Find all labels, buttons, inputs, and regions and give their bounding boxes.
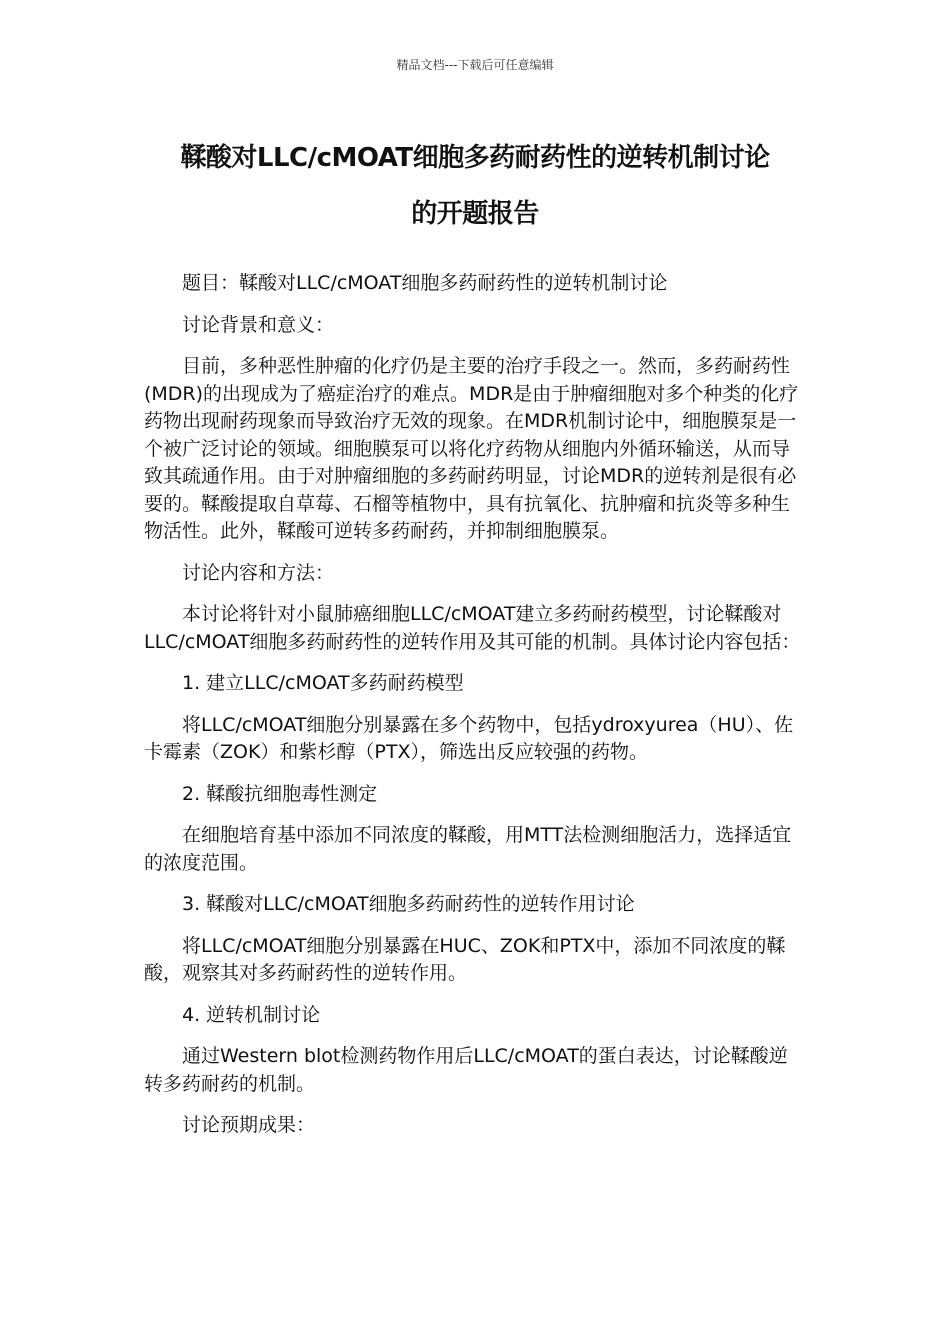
title-line-1: 鞣酸对LLC/cMOAT细胞多药耐药性的逆转机制讨论 — [180, 143, 770, 173]
list-item-3: 3. 鞣酸对LLC/cMOAT细胞多药耐药性的逆转作用讨论 — [182, 893, 635, 915]
section-heading-expected-results: 讨论预期成果： — [182, 1114, 316, 1136]
list-item-1: 1. 建立LLC/cMOAT多药耐药模型 — [182, 672, 464, 694]
list-item-4-detail: 通过Western blot检测药物作用后LLC/cMOAT的蛋白表达，讨论鞣酸逆转多药耐药的机制。 — [144, 1045, 788, 1095]
content-intro-paragraph: 本讨论将针对小鼠肺癌细胞LLC/cMOAT建立多药耐药模型，讨论鞣酸对LLC/cMOAT细胞多药耐药性的逆转作用及其可能的机制。具体讨论内容包括： — [144, 603, 801, 653]
background-paragraph: 目前，多种恶性肿瘤的化疗仍是主要的治疗手段之一。然而，多药耐药性(MDR)的出现成为了癌症治疗的难点。MDR是由于肿瘤细胞对多个种类的化疗药物出现耐药现象而导致治疗无效的现象。在MDR机制讨论中，细胞膜泵是一个被广泛讨论的领域。细胞膜泵可以将化疗药物从细胞内外循环输送，从而导致其疏通作用。由于对肿瘤细胞的多药耐药明显，讨论MDR的逆转剂是很有必要的。鞣酸提取自草莓、石榴等植物中，具有抗氧化、抗肿瘤和抗炎等多种生物活性。此外，鞣酸可逆转多药耐药，并抑制细胞膜泵。 — [144, 355, 799, 542]
title-line-2: 的开题报告 — [411, 199, 539, 229]
page-header: 精品文档---下载后可任意编辑 — [396, 58, 554, 72]
section-heading-content-methods: 讨论内容和方法： — [182, 561, 335, 584]
list-item-4: 4. 逆转机制讨论 — [182, 1003, 321, 1026]
list-item-2: 2. 鞣酸抗细胞毒性测定 — [182, 782, 378, 805]
list-item-1-detail: 将LLC/cMOAT细胞分别暴露在多个药物中，包括ydroxyurea（HU）、佐卡霉素（ZOK）和紫杉醇（PTX），筛选出反应较强的药物。 — [144, 713, 794, 763]
list-item-2-detail: 在细胞培育基中添加不同浓度的鞣酸，用MTT法检测细胞活力，选择适宜的浓度范围。 — [144, 824, 792, 874]
document-body — [144, 270, 806, 1154]
section-heading-background: 讨论背景和意义： — [182, 313, 335, 336]
list-item-3-detail: 将LLC/cMOAT细胞分别暴露在HUC、ZOK和PTX中，添加不同浓度的鞣酸，观察其对多药耐药性的逆转作用。 — [144, 934, 786, 984]
topic-line: 题目：鞣酸对LLC/cMOAT细胞多药耐药性的逆转机制讨论 — [182, 272, 668, 294]
document-title — [140, 130, 810, 242]
